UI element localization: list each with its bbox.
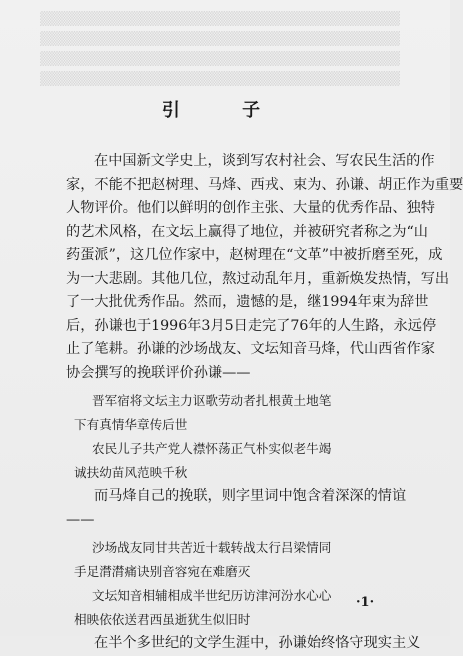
chapter-title: 引 子 xyxy=(161,100,289,121)
couplet-line: 沙场战友同甘共苦近十载转战太行吕梁情同 xyxy=(92,540,332,555)
paragraph-line: 为一大悲剧。其他几位，熬过动乱年月，重新焕发热情，写出 xyxy=(66,270,450,287)
couplet-line: 下有真情华章传后世 xyxy=(74,417,188,432)
paragraph-line: 的艺术风格，在文坛上赢得了地位，并被研究者称之为“山 xyxy=(66,223,428,240)
paragraph-line: 人物评价。他们以鲜明的创作主张、大量的优秀作品、独特 xyxy=(66,200,435,216)
paragraph-line: 止了笔耕。孙谦的沙场战友、文坛知音马烽，代山西省作家 xyxy=(66,341,435,357)
paragraph-line: 而马烽自己的挽联，则字里词中饱含着深深的情谊 xyxy=(94,488,407,504)
couplet-line: 手足潸潸痛诀别音容宛在难磨灭 xyxy=(74,564,251,579)
paragraph-line: 在半个多世纪的文学生涯中，孙谦始终恪守现实主义 xyxy=(94,635,421,651)
show-through-text: ▒▒▒▒▒▒▒▒▒▒▒▒▒▒▒▒▒▒▒▒▒▒▒▒▒▒▒▒▒▒▒▒▒▒▒▒ ▒▒▒▒▒▒▒▒▒▒▒▒▒▒▒▒▒▒▒▒▒▒▒▒▒▒▒▒▒▒▒▒▒▒▒▒ ▒▒▒▒▒▒▒▒▒▒▒▒▒▒▒▒▒▒▒▒▒▒▒▒▒▒▒▒▒▒▒▒▒▒▒▒ ▒▒▒▒▒▒▒▒▒▒▒▒▒▒▒▒▒▒▒▒▒▒▒▒▒▒▒▒▒▒▒▒▒▒▒▒ xyxy=(40,12,400,87)
couplet-line: 文坛知音相辅相成半世纪历访津河汾水心心 xyxy=(92,588,332,603)
couplet-line: 农民儿子共产党人襟怀荡正气朴实似老牛竭 xyxy=(92,441,332,456)
paragraph-line: —— xyxy=(66,511,95,528)
paragraph-line: 后，孙谦也于1996年3月5日走完了76年的人生路，永远停 xyxy=(66,317,437,334)
paragraph-line: 协会撰写的挽联评价孙谦—— xyxy=(66,364,251,381)
paragraph-line: 家，不能不把赵树理、马烽、西戎、束为、孙谦、胡正作为重要 xyxy=(66,176,463,193)
page-number: ·1· xyxy=(356,595,375,610)
couplet-line: 诚扶幼苗风范映千秋 xyxy=(74,465,188,480)
paragraph-line: 了一大批优秀作品。然而，遗憾的是，继1994年束为辞世 xyxy=(66,294,429,310)
paragraph-line: 在中国新文学史上，谈到写农村社会、写农民生活的作 xyxy=(94,153,435,169)
couplet-line: 相映依依送君西虽逝犹生似旧时 xyxy=(74,612,251,627)
couplet-line: 晋军宿将文坛主力讴歌劳动者扎根黄土地笔 xyxy=(92,393,332,408)
body-text xyxy=(66,150,463,656)
paragraph-line: 药蛋派”，这几位作家中，赵树理在“文革”中被折磨至死，成 xyxy=(66,247,443,263)
